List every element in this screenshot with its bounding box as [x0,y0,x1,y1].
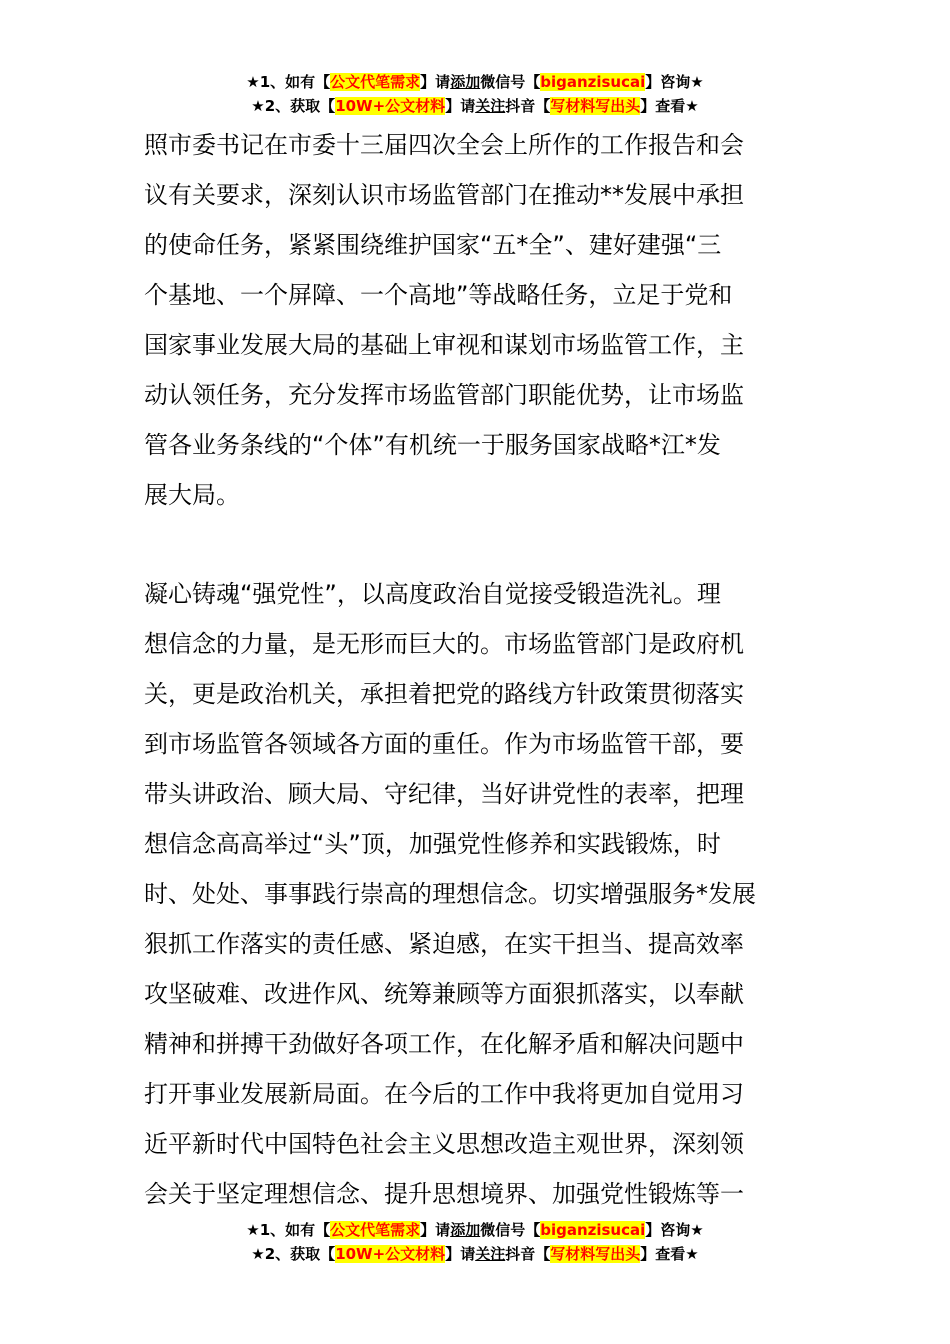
text-line: 展大局。 [144,481,240,509]
banner-text: 】请 [420,1221,451,1239]
text-line: 打开事业发展新局面。在今后的工作中我将更加自觉用习 [144,1080,744,1108]
banner-highlight-service: 公文代笔需求 [330,73,421,91]
banner-text: 抖音【 [505,97,551,115]
banner-highlight-materials: 10W+公文材料 [335,97,446,115]
banner-highlight-wechat-id: biganzisucai [540,1221,646,1239]
banner-text: 】查看★ [640,1245,699,1263]
banner-text: ★1、如有【 [246,1221,331,1239]
banner-highlight-materials: 10W+公文材料 [335,1245,446,1263]
banner-line-2 [0,1242,950,1266]
banner-highlight-douyin: 写材料写出头 [550,97,641,115]
text-line: 想信念高高举过“头”顶，加强党性修养和实践锻炼，时 [144,830,721,858]
paragraph-2 [144,569,808,1219]
text-line: 个基地、一个屏障、一个高地”等战略任务，立足于党和 [144,281,733,309]
text-line: 议有关要求，深刻认识市场监管部门在推动**发展中承担 [144,181,744,209]
text-line: 管各业务条线的“个体”有机统一于服务国家战略*江*发 [144,431,721,459]
banner-emphasis: 关注 [475,97,506,115]
text-line: 动认领任务，充分发挥市场监管部门职能优势，让市场监 [144,381,744,409]
text-line: 攻坚破难、改进作风、统筹兼顾等方面狠抓落实，以奉献 [144,980,744,1008]
banner-highlight-wechat-id: biganzisucai [540,73,646,91]
banner-emphasis: 添加 [450,73,481,91]
banner-text: 】查看★ [640,97,699,115]
banner-highlight-douyin: 写材料写出头 [550,1245,641,1263]
text-line: 会关于坚定理想信念、提升思想境界、加强党性锻炼等一 [144,1180,744,1208]
banner-line-1 [0,1218,950,1242]
banner-emphasis: 添加 [450,1221,481,1239]
banner-text: 微信号【 [480,1221,541,1239]
banner-emphasis: 关注 [475,1245,506,1263]
banner-text: ★1、如有【 [246,73,331,91]
text-line: 精神和拼搏干劲做好各项工作，在化解矛盾和解决问题中 [144,1030,744,1058]
banner-text: 】咨询★ [645,1221,704,1239]
text-line: 的使命任务，紧紧围绕维护国家“五*全”、建好建强“三 [144,231,722,259]
footer-banner [0,1218,950,1266]
banner-text: 】请 [445,97,476,115]
text-line: 国家事业发展大局的基础上审视和谋划市场监管工作，主 [144,331,744,359]
text-line: 近平新时代中国特色社会主义思想改造主观世界，深刻领 [144,1130,744,1158]
banner-highlight-service: 公文代笔需求 [330,1221,421,1239]
banner-text: ★2、获取【 [251,1245,336,1263]
banner-text: 】请 [445,1245,476,1263]
paragraph-1 [144,120,808,520]
banner-text: 微信号【 [480,73,541,91]
text-line: 带头讲政治、顾大局、守纪律，当好讲党性的表率，把理 [144,780,744,808]
banner-text: 】咨询★ [645,73,704,91]
text-line: 照市委书记在市委十三届四次全会上所作的工作报告和会 [144,131,744,159]
header-banner [0,70,950,118]
banner-text: ★2、获取【 [251,97,336,115]
text-line: 凝心铸魂“强党性”，以高度政治自觉接受锻造洗礼。理 [144,580,721,608]
text-line: 狠抓工作落实的责任感、紧迫感，在实干担当、提高效率 [144,930,744,958]
banner-line-1 [0,70,950,94]
banner-text: 抖音【 [505,1245,551,1263]
text-line: 关，更是政治机关，承担着把党的路线方针政策贯彻落实 [144,680,744,708]
text-line: 想信念的力量，是无形而巨大的。市场监管部门是政府机 [144,630,744,658]
banner-text: 】请 [420,73,451,91]
banner-line-2 [0,94,950,118]
text-line: 时、处处、事事践行崇高的理想信念。切实增强服务*发展 [144,880,756,908]
text-line: 到市场监管各领域各方面的重任。作为市场监管干部，要 [144,730,744,758]
